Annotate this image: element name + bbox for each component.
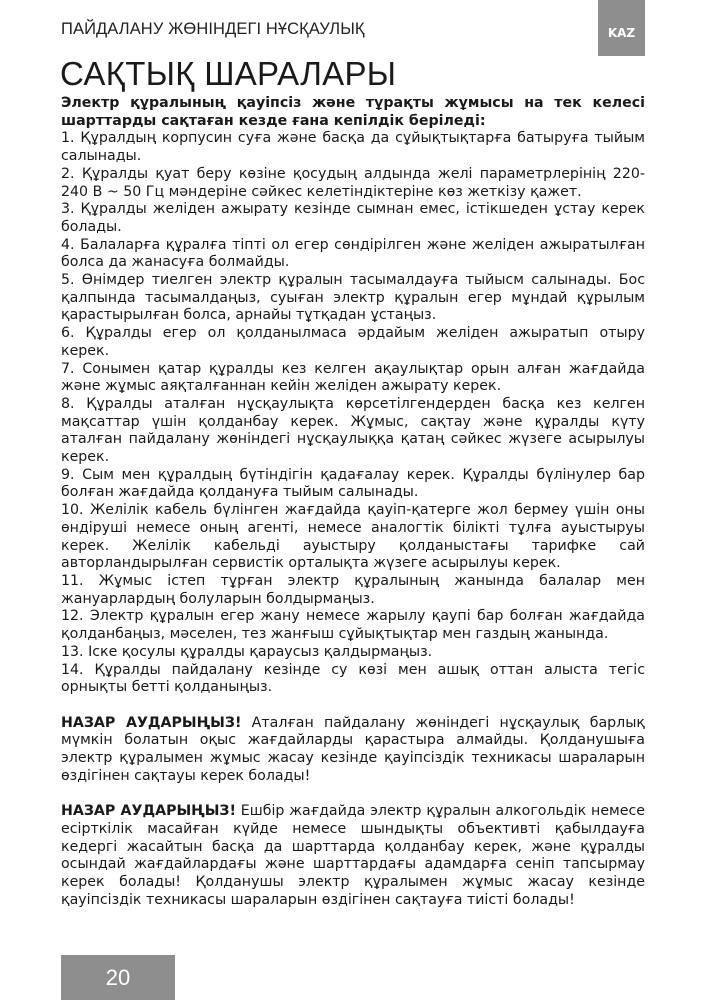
list-item: 2. Құралды қуат беру көзіне қосудың алдында желі параметрлерінің 220-240 В ~ 50 Гц мәндеріне сәйкес келетіндіктеріне көз жеткізу қажет.: [61, 165, 645, 200]
list-item: 1. Құралдың корпусин суға және басқа да сұйықтықтарға батыруға тыйым салынады.: [61, 130, 645, 165]
warning-title: НАЗАР АУДАРЫҢЫЗ!: [61, 803, 236, 820]
list-item: 7. Сонымен қатар құралды кез келген ақаулықтар орын алған жағдайда және жұмыс аяқталғаннан кейін желіден ажырату керек.: [61, 360, 645, 395]
paragraph-gap: [61, 785, 645, 803]
list-item: 12. Электр құралын егер жану немесе жарылу қаупі бар болған жағдайда қолданбаңыз, мәселен, тез жанғыш сұйықтықтар мен газдың жанында.: [61, 608, 645, 643]
running-header: ПАЙДАЛАНУ ЖӨНІНДЕГІ НҰСҚАУЛЫҚ: [61, 20, 365, 38]
paragraph-gap: [61, 697, 645, 715]
warning-title: НАЗАР АУДАРЫҢЫЗ!: [61, 714, 242, 731]
intro-paragraph: Электр құралының қауіпсіз және тұрақты жұмысы на тек келесі шарттарды сақтаған кезде ғана кепілдік беріледі:: [61, 95, 645, 129]
list-item: 14. Құралды пайдалану кезінде су көзі мен ашық оттан алыста тегіс орнықты бетті қолданыңыз.: [61, 661, 645, 696]
list-item: 8. Құралды аталған нұсқаулықта көрсетілгендерден басқа кез келген мақсаттар үшін қолданбау керек. Жұмыс, сақтау және құралды күту аталған пайдалану жөніндегі нұсқаулыққа қатаң сәйкес жүзеге асырылуы керек.: [61, 395, 645, 466]
list-item: 4. Балаларға құралға тіпті ол егер сөндірілген және желіден ажыратылған болса да жанасуға болмайды.: [61, 236, 645, 271]
list-item: 3. Құралды желіден ажырату кезінде сымнан емес, істікшеден ұстау керек болады.: [61, 201, 645, 235]
list-item: 6. Құралды егер ол қолданылмаса әрдайым желіден ажыратып отыру керек.: [61, 325, 645, 359]
list-item: 5. Өнімдер тиелген электр құралын тасымалдауға тыйысм салынады. Бос қалпында тасымалдаңыз, суыған электр құралын егер мұндай құрылым қарастырылған болса, арнайы тұтқадан ұстаңыз.: [61, 272, 645, 324]
warning-text: Ешбір жағдайда электр құралын алкогольдік немесе есірткілік масайған күйде немесе шындықты объективті қабылдауға кедергі жасайтын басқа да шарттарда қолданбау керек, және құралды осындай жағдайлардағы және шарттардағы адамдарға сеніп тапсырмау керек болады! Қолданушы электр құралымен жұмыс жасау кезінде қауіпсіздік техникасы шараларын өздігінен сақтауға тиісті болады!: [61, 803, 646, 908]
language-tab: KAZ: [598, 0, 645, 56]
list-item: 11. Жұмыс істеп тұрған электр құралының жанында балалар мен жануарлардың болуларын болдырмаңыз.: [61, 572, 645, 607]
warning-text: Аталған пайдалану жөніндегі нұсқаулық барлық мүмкін болатын оқыс жағдайларды қарастыра алмайды. Қолданушыға электр құралымен жұмыс жасау кезінде қауіпсіздік техникасы шараларын өздігінен сақтауы керек болады!: [61, 714, 645, 784]
page-title: САҚТЫҚ ШАРАЛАРЫ: [60, 55, 397, 92]
page-number: 20: [61, 955, 175, 1000]
list-item: 10. Желілік кабель бүлінген жағдайда қауіп-қатерге жол бермеу үшін оны өндіруші немесе оның агенті, немесе аналогтік білікті тұлға ауыстыруы керек. Желілік кабельді ауыстыру қолданыстағы тарифке сай авторландырылған сервистік орталықта жүзеге асырылуы керек.: [61, 502, 645, 572]
list-item: 13. Іске қосулы құралды қараусыз қалдырмаңыз.: [61, 643, 433, 660]
list-item: 9. Сым мен құралдың бүтіндігін қадағалау керек. Құралды бүлінулер бар болған жағдайда қолдануға тыйым салынады.: [61, 466, 645, 501]
content-body: [61, 95, 645, 909]
warning-paragraph-2: [61, 803, 645, 909]
warning-paragraph-1: [61, 715, 645, 786]
